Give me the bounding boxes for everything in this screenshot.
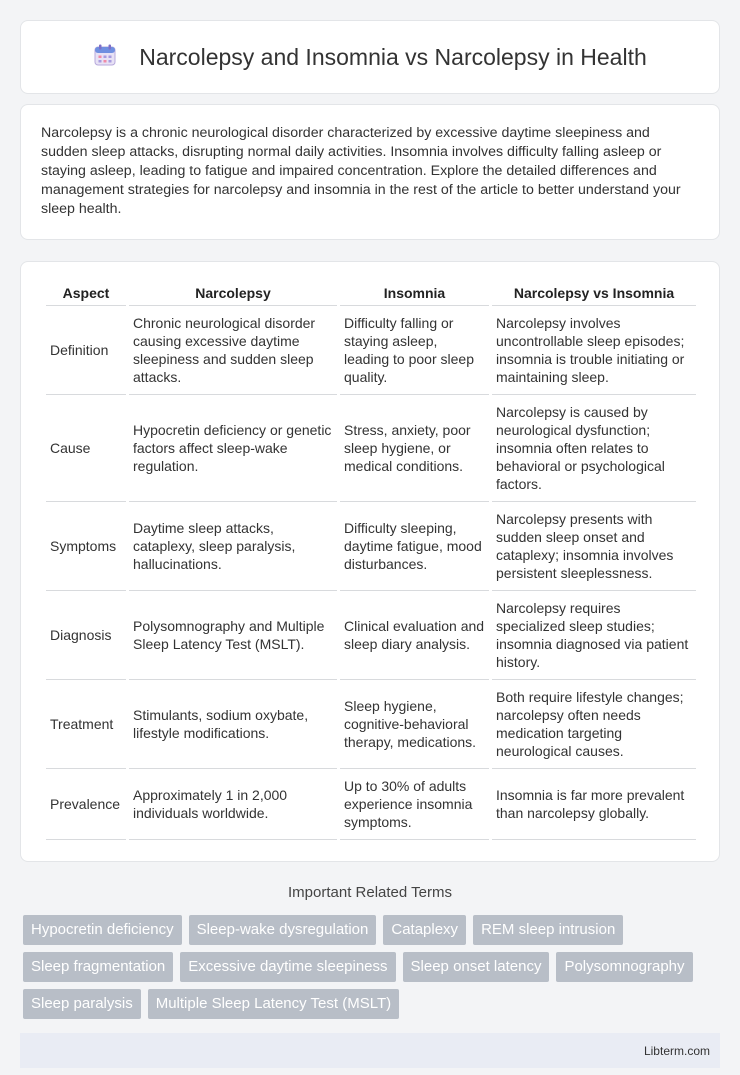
related-term-tag[interactable]: Multiple Sleep Latency Test (MSLT) xyxy=(148,989,399,1019)
related-term-tag[interactable]: Cataplexy xyxy=(383,915,466,945)
cell-insomnia: Sleep hygiene, cognitive-behavioral therapy, medications. xyxy=(340,680,489,769)
header-comparison: Narcolepsy vs Insomnia xyxy=(492,281,696,306)
header-narcolepsy: Narcolepsy xyxy=(129,281,337,306)
comparison-table xyxy=(43,281,699,840)
footer xyxy=(20,1033,720,1068)
related-term-tag[interactable]: Sleep onset latency xyxy=(403,952,550,982)
table-row xyxy=(46,502,696,591)
calendar-icon xyxy=(93,43,117,72)
cell-comparison: Narcolepsy involves uncontrollable sleep episodes; insomnia is trouble initiating or maintaining sleep. xyxy=(492,306,696,395)
cell-aspect: Diagnosis xyxy=(46,591,126,680)
cell-comparison: Both require lifestyle changes; narcolepsy often needs medication targeting neurological causes. xyxy=(492,680,696,769)
cell-insomnia: Difficulty sleeping, daytime fatigue, mood disturbances. xyxy=(340,502,489,591)
related-term-tag[interactable]: Sleep paralysis xyxy=(23,989,141,1019)
cell-insomnia: Clinical evaluation and sleep diary analysis. xyxy=(340,591,489,680)
intro-text: Narcolepsy is a chronic neurological disorder characterized by excessive daytime sleepiness and sudden sleep attacks, disrupting normal daily activities. Insomnia involves difficulty falling asleep or staying asleep, leading to fatigue and impaired concentration. Explore the detailed differences and management strategies for narcolepsy and insomnia in the rest of the article to better understand your sleep health. xyxy=(41,125,681,217)
header-aspect: Aspect xyxy=(46,281,126,306)
cell-narcolepsy: Chronic neurological disorder causing excessive daytime sleepiness and sudden sleep attacks. xyxy=(129,306,337,395)
related-term-tag[interactable]: Polysomnography xyxy=(556,952,692,982)
cell-comparison: Insomnia is far more prevalent than narcolepsy globally. xyxy=(492,769,696,840)
cell-aspect: Cause xyxy=(46,395,126,502)
related-term-tag[interactable]: Sleep-wake dysregulation xyxy=(189,915,377,945)
table-row xyxy=(46,395,696,502)
cell-insomnia: Stress, anxiety, poor sleep hygiene, or medical conditions. xyxy=(340,395,489,502)
comparison-table-card xyxy=(20,261,720,862)
related-terms-title: Important Related Terms xyxy=(288,884,452,901)
cell-insomnia: Up to 30% of adults experience insomnia symptoms. xyxy=(340,769,489,840)
table-row xyxy=(46,769,696,840)
cell-comparison: Narcolepsy requires specialized sleep studies; insomnia diagnosed via patient history. xyxy=(492,591,696,680)
cell-aspect: Prevalence xyxy=(46,769,126,840)
related-term-tag[interactable]: Sleep fragmentation xyxy=(23,952,173,982)
related-term-tag[interactable]: Excessive daytime sleepiness xyxy=(180,952,395,982)
header-insomnia: Insomnia xyxy=(340,281,489,306)
cell-aspect: Definition xyxy=(46,306,126,395)
cell-comparison: Narcolepsy presents with sudden sleep onset and cataplexy; insomnia involves persistent sleeplessness. xyxy=(492,502,696,591)
footer-brand-link[interactable]: Libterm.com xyxy=(643,1043,710,1058)
cell-narcolepsy: Stimulants, sodium oxybate, lifestyle modifications. xyxy=(129,680,337,769)
related-term-tag[interactable]: Hypocretin deficiency xyxy=(23,915,182,945)
cell-aspect: Symptoms xyxy=(46,502,126,591)
page-header xyxy=(20,20,720,94)
cell-aspect: Treatment xyxy=(46,680,126,769)
cell-comparison: Narcolepsy is caused by neurological dysfunction; insomnia often relates to behavioral or psychological factors. xyxy=(492,395,696,502)
table-header-row xyxy=(46,281,696,306)
cell-narcolepsy: Polysomnography and Multiple Sleep Latency Test (MSLT). xyxy=(129,591,337,680)
table-row xyxy=(46,680,696,769)
cell-narcolepsy: Daytime sleep attacks, cataplexy, sleep paralysis, hallucinations. xyxy=(129,502,337,591)
table-row xyxy=(46,306,696,395)
intro-section xyxy=(20,104,720,240)
related-terms-list xyxy=(23,915,720,1019)
table-row xyxy=(46,591,696,680)
cell-narcolepsy: Approximately 1 in 2,000 individuals worldwide. xyxy=(129,769,337,840)
cell-narcolepsy: Hypocretin deficiency or genetic factors affect sleep-wake regulation. xyxy=(129,395,337,502)
page-title: Narcolepsy and Insomnia vs Narcolepsy in Health xyxy=(139,43,647,70)
cell-insomnia: Difficulty falling or staying asleep, leading to poor sleep quality. xyxy=(340,306,489,395)
related-term-tag[interactable]: REM sleep intrusion xyxy=(473,915,623,945)
